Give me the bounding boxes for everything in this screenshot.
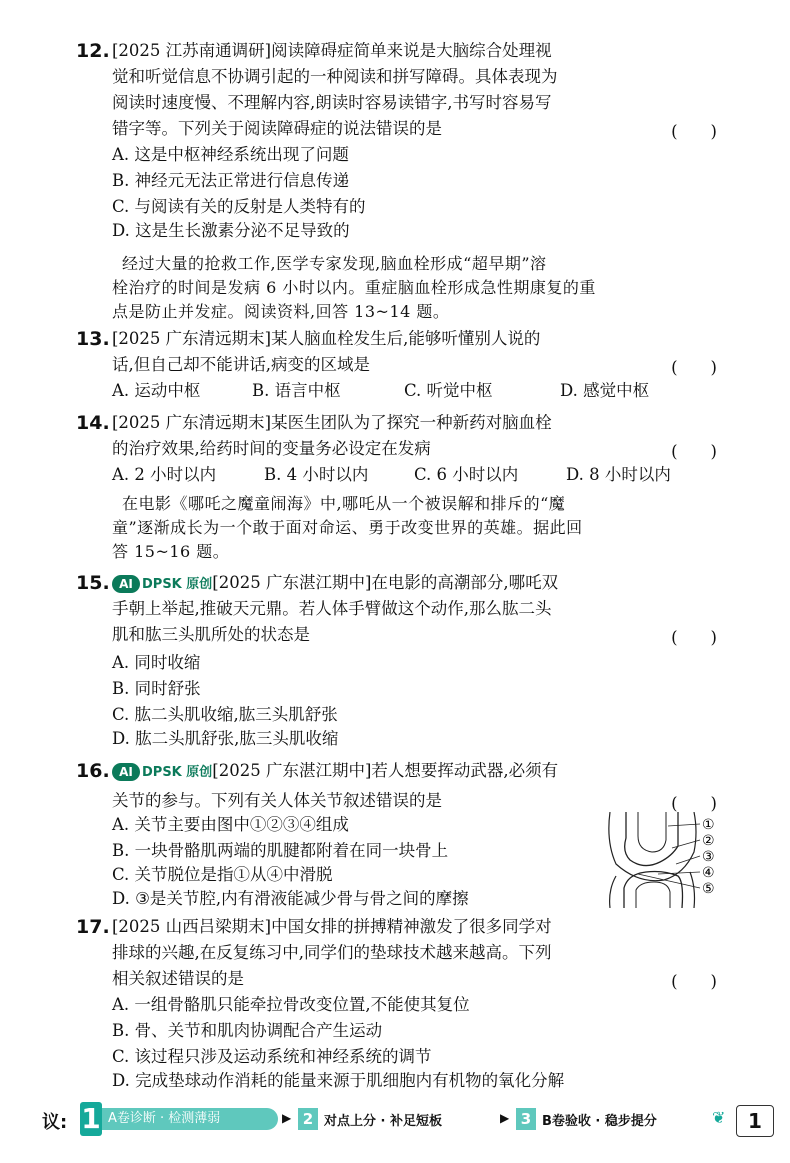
option-d: D. 8 小时以内: [566, 465, 671, 484]
question-text-line: 错字等。下列关于阅读障碍症的说法错误的是: [112, 119, 442, 138]
figure-label-2: ②: [702, 833, 715, 849]
option-d: D. 感觉中枢: [560, 381, 650, 400]
footer-label: 议:: [42, 1112, 68, 1133]
ai-badge-icon: AI: [112, 575, 140, 593]
page-footer: [0, 1102, 790, 1142]
arrow-icon: ▶: [282, 1111, 292, 1125]
option-c: C. 6 小时以内: [414, 465, 519, 484]
passage-line: 栓治疗的时间是发病 6 小时以内。重症脑血栓形成急性期康复的重: [112, 278, 596, 297]
step-2-text: 对点上分 · 补足短板: [324, 1114, 442, 1129]
step-3-text: B卷验收 · 稳步提分: [542, 1114, 657, 1129]
option-d: D. 这是生长激素分泌不足导致的: [112, 221, 350, 240]
option-a: A. 同时收缩: [112, 653, 201, 672]
option-c: C. 该过程只涉及运动系统和神经系统的调节: [112, 1047, 432, 1066]
leaf-decoration-icon: ❦: [712, 1108, 726, 1127]
option-d: D. 完成垫球动作消耗的能量来源于肌细胞内有机物的氧化分解: [112, 1071, 565, 1090]
step-3-number: 3: [516, 1108, 536, 1130]
option-b: B. 一块骨骼肌两端的肌腱都附着在同一块骨上: [112, 841, 449, 860]
original-tag: DPSK 原创: [142, 577, 213, 592]
question-text: [2025 广东湛江期中]若人想要挥动武器,必须有: [212, 761, 559, 780]
question-text-line: 觉和听觉信息不协调引起的一种阅读和拼写障碍。具体表现为: [112, 67, 558, 86]
question-text-line: [2025 山西吕梁期末]中国女排的拼搏精神激发了很多同学对: [112, 917, 552, 936]
question-number: 14.: [76, 412, 110, 434]
ai-badge-icon: AI: [112, 763, 140, 781]
question-text-line: 肌和肱三头肌所处的状态是: [112, 625, 310, 644]
option-b: B. 骨、关节和肌肉协调配合产生运动: [112, 1021, 383, 1040]
question-number: 12.: [76, 40, 110, 62]
option-a: A. 运动中枢: [112, 381, 201, 400]
question-text-line: 阅读时速度慢、不理解内容,朗读时容易读错字,书写时容易写: [112, 93, 552, 112]
answer-parentheses: ( ): [671, 442, 717, 461]
option-b: B. 语言中枢: [252, 381, 341, 400]
option-c: C. 与阅读有关的反射是人类特有的: [112, 197, 366, 216]
passage-line: 童”逐渐成长为一个敢于面对命运、勇于改变世界的英雄。据此回: [112, 518, 583, 537]
option-a: A. 一组骨骼肌只能牵拉骨改变位置,不能使其复位: [112, 995, 470, 1014]
step-1-number: 1: [81, 1102, 101, 1135]
option-b: B. 同时舒张: [112, 679, 201, 698]
question-text-line: [2025 江苏南通调研]阅读障碍症简单来说是大脑综合处理视: [112, 41, 552, 60]
question-text-line: 关节的参与。下列有关人体关节叙述错误的是: [112, 791, 442, 810]
option-d: D. ③是关节腔,内有滑液能减少骨与骨之间的摩擦: [112, 889, 469, 908]
answer-parentheses: ( ): [671, 122, 717, 141]
option-a: A. 2 小时以内: [112, 465, 217, 484]
question-text-line: 相关叙述错误的是: [112, 969, 244, 988]
option-d: D. 肱二头肌舒张,肱三头肌收缩: [112, 729, 339, 748]
question-text-line: 话,但自己却不能讲话,病变的区域是: [112, 355, 370, 374]
joint-diagram: [598, 812, 723, 908]
answer-parentheses: ( ): [671, 794, 717, 813]
option-b: B. 神经元无法正常进行信息传递: [112, 171, 350, 190]
arrow-icon: ▶: [500, 1111, 510, 1125]
question-text-line: [112, 760, 558, 784]
figure-label-1: ①: [702, 817, 715, 833]
question-text-line: 手朝上举起,推破天元鼎。若人体手臂做这个动作,那么肱二头: [112, 599, 552, 618]
figure-label-4: ④: [702, 865, 715, 881]
option-a: A. 这是中枢神经系统出现了问题: [112, 145, 349, 164]
question-text-line: [2025 广东清远期末]某医生团队为了探究一种新药对脑血栓: [112, 413, 552, 432]
question-number: 17.: [76, 916, 110, 938]
answer-parentheses: ( ): [671, 628, 717, 647]
option-a: A. 关节主要由图中①②③④组成: [112, 815, 349, 834]
passage-line: 答 15~16 题。: [112, 542, 230, 561]
answer-parentheses: ( ): [671, 358, 717, 377]
passage-line: 经过大量的抢救工作,医学专家发现,脑血栓形成“超早期”溶: [122, 254, 547, 273]
question-text-line: 排球的兴趣,在反复练习中,同学们的垫球技术越来越高。下列: [112, 943, 552, 962]
option-b: B. 4 小时以内: [264, 465, 369, 484]
step-1-banner: A卷诊断 · 检测薄弱: [102, 1108, 278, 1130]
question-text-line: [112, 572, 558, 596]
question-number: 13.: [76, 328, 110, 350]
question-number: 16.: [76, 760, 110, 782]
option-c: C. 听觉中枢: [404, 381, 493, 400]
passage-line: 点是防止并发症。阅读资料,回答 13~14 题。: [112, 302, 450, 321]
passage-line: 在电影《哪吒之魔童闹海》中,哪吒从一个被误解和排斥的“魔: [122, 494, 566, 513]
question-number: 15.: [76, 572, 110, 594]
step-2-number: 2: [298, 1108, 318, 1130]
original-tag: DPSK 原创: [142, 765, 213, 780]
answer-parentheses: ( ): [671, 972, 717, 991]
question-text-line: 的治疗效果,给药时间的变量务必设定在发病: [112, 439, 431, 458]
figure-label-5: ⑤: [702, 881, 715, 897]
figure-label-3: ③: [702, 849, 715, 865]
page-number: 1: [736, 1105, 774, 1137]
question-text-line: [2025 广东清远期末]某人脑血栓发生后,能够听懂别人说的: [112, 329, 541, 348]
option-c: C. 关节脱位是指①从④中滑脱: [112, 865, 333, 884]
question-text: [2025 广东湛江期中]在电影的高潮部分,哪吒双: [212, 573, 559, 592]
option-c: C. 肱二头肌收缩,肱三头肌舒张: [112, 705, 338, 724]
